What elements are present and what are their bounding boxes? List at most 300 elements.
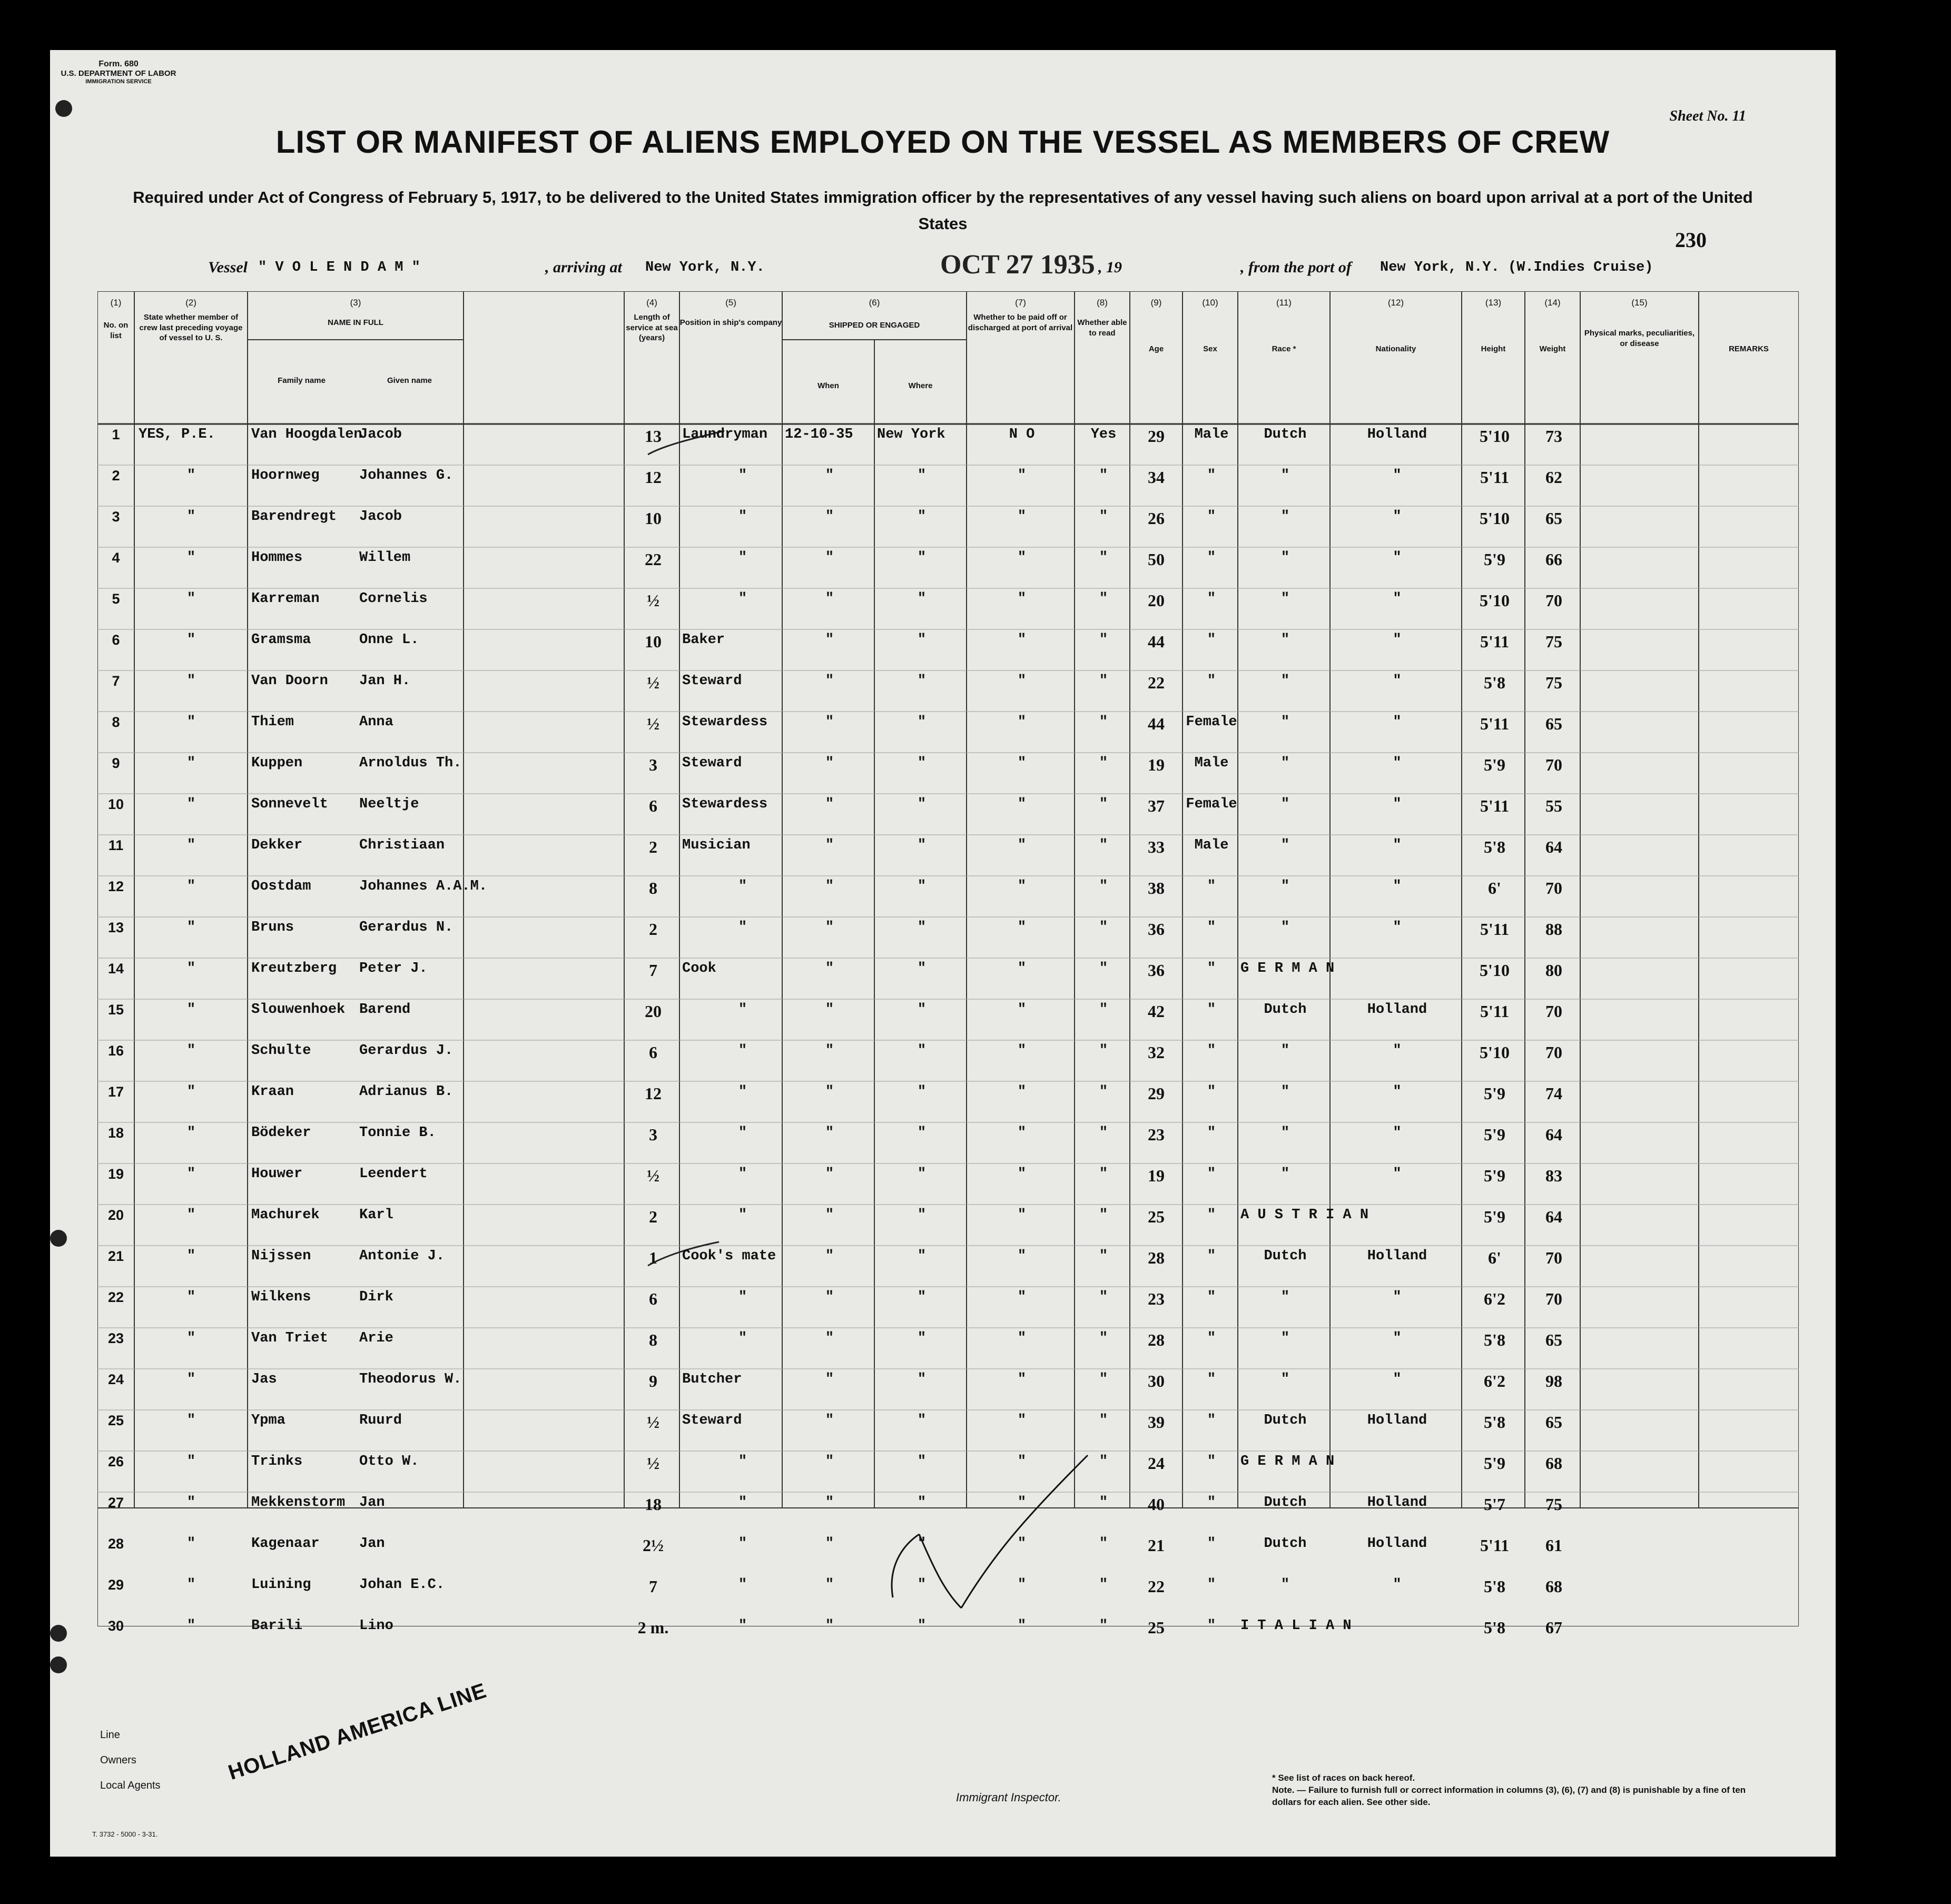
cell-race: Dutch bbox=[1264, 1536, 1307, 1552]
arriving-label: , arriving at bbox=[545, 259, 622, 276]
cell-nationality: " bbox=[1393, 1577, 1402, 1593]
cell-service-years: ½ bbox=[647, 1166, 659, 1185]
cell-member: " bbox=[186, 468, 196, 484]
row-number: 16 bbox=[107, 1043, 124, 1059]
row-number: 15 bbox=[107, 1002, 124, 1018]
cell-age: 21 bbox=[1148, 1536, 1165, 1555]
cell-weight: 75 bbox=[1545, 632, 1562, 651]
cell-when: " bbox=[825, 879, 834, 894]
cell-service-years: 10 bbox=[645, 509, 662, 528]
table-row bbox=[97, 1002, 1799, 1043]
cell-height: 5'10 bbox=[1480, 427, 1510, 446]
cell-family-name: Kraan bbox=[251, 1084, 294, 1100]
cell-family-name: Sonnevelt bbox=[251, 796, 328, 812]
cell-height: 5'9 bbox=[1484, 1454, 1505, 1473]
cell-height: 5'9 bbox=[1484, 1166, 1505, 1185]
cell-service-years: 7 bbox=[649, 1577, 657, 1596]
from-port-label: , from the port of bbox=[1240, 259, 1352, 276]
header-nationality: Nationality bbox=[1375, 344, 1416, 353]
cell-service-years: 7 bbox=[649, 961, 657, 980]
cell-height: 5'9 bbox=[1484, 1207, 1505, 1226]
cell-paid-off: " bbox=[1017, 1043, 1027, 1059]
header-sex: Sex bbox=[1203, 344, 1217, 353]
cell-height: 5'9 bbox=[1484, 1125, 1505, 1144]
table-row bbox=[97, 1618, 1799, 1659]
cell-position: " bbox=[738, 550, 747, 566]
cell-able-to-read: " bbox=[1099, 1618, 1108, 1634]
table-row bbox=[97, 1166, 1799, 1207]
table-row bbox=[97, 796, 1799, 837]
cell-race: Dutch bbox=[1264, 1002, 1307, 1018]
cell-given-name: Jacob bbox=[359, 427, 402, 442]
cell-able-to-read: " bbox=[1099, 961, 1108, 976]
year-label: , 19 bbox=[1098, 259, 1122, 276]
cell-member: " bbox=[186, 879, 196, 894]
cell-service-years: 3 bbox=[649, 755, 657, 774]
cell-age: 40 bbox=[1148, 1495, 1165, 1514]
cell-where: " bbox=[917, 1577, 927, 1593]
cell-height: 6' bbox=[1488, 879, 1501, 897]
cell-family-name: Kagenaar bbox=[251, 1536, 320, 1552]
cell-where: " bbox=[917, 1289, 927, 1305]
cell-age: 22 bbox=[1148, 673, 1165, 692]
row-number: 5 bbox=[112, 591, 120, 607]
cell-where: " bbox=[917, 1248, 927, 1264]
table-row bbox=[97, 550, 1799, 591]
cell-race: " bbox=[1280, 1577, 1290, 1593]
cell-paid-off: " bbox=[1017, 1166, 1027, 1182]
cell-family-name: Bruns bbox=[251, 920, 294, 935]
cell-service-years: ½ bbox=[647, 714, 659, 733]
cell-paid-off: " bbox=[1017, 550, 1027, 566]
footnote-races: * See list of races on back hereof. bbox=[1272, 1773, 1415, 1783]
cell-member: " bbox=[186, 796, 196, 812]
cell-position: " bbox=[738, 591, 747, 607]
cell-nationality: Holland bbox=[1367, 1413, 1427, 1428]
cell-height: 5'8 bbox=[1484, 837, 1505, 856]
cell-nationality: " bbox=[1393, 632, 1402, 648]
cell-race: " bbox=[1280, 755, 1290, 771]
row-number: 4 bbox=[112, 550, 120, 566]
cell-member: " bbox=[186, 1002, 196, 1018]
cell-paid-off: " bbox=[1017, 1002, 1027, 1018]
cell-when: " bbox=[825, 1166, 834, 1182]
cell-given-name: Otto W. bbox=[359, 1454, 419, 1469]
table-row bbox=[97, 632, 1799, 673]
cell-family-name: Barendregt bbox=[251, 509, 337, 525]
cell-position: Laundryman bbox=[682, 427, 768, 442]
cell-race: Dutch bbox=[1264, 1495, 1307, 1511]
cell-paid-off: " bbox=[1017, 1330, 1027, 1346]
cell-position: " bbox=[738, 920, 747, 935]
cell-weight: 62 bbox=[1545, 468, 1562, 487]
cell-paid-off: " bbox=[1017, 755, 1027, 771]
cell-race: G E R M A N bbox=[1240, 961, 1335, 976]
cell-given-name: Johannes G. bbox=[359, 468, 454, 484]
cell-given-name: Peter J. bbox=[359, 961, 428, 976]
cell-race: " bbox=[1280, 1289, 1290, 1305]
cell-able-to-read: " bbox=[1099, 591, 1108, 607]
cell-able-to-read: " bbox=[1099, 1084, 1108, 1100]
cell-position: " bbox=[738, 1166, 747, 1182]
cell-age: 28 bbox=[1148, 1248, 1165, 1267]
row-number: 25 bbox=[107, 1413, 124, 1428]
cell-age: 22 bbox=[1148, 1577, 1165, 1596]
form-identifier bbox=[61, 60, 176, 85]
cell-nationality: " bbox=[1393, 591, 1402, 607]
cell-when: " bbox=[825, 1043, 834, 1059]
table-row bbox=[97, 1495, 1799, 1536]
cell-service-years: 8 bbox=[649, 1330, 657, 1349]
cell-race: Dutch bbox=[1264, 427, 1307, 442]
cell-height: 5'10 bbox=[1480, 509, 1510, 528]
cell-family-name: Trinks bbox=[251, 1454, 303, 1469]
cell-weight: 67 bbox=[1545, 1618, 1562, 1637]
cell-height: 5'11 bbox=[1480, 920, 1510, 939]
table-row bbox=[97, 1330, 1799, 1372]
cell-race: " bbox=[1280, 591, 1290, 607]
cell-sex: " bbox=[1207, 673, 1216, 689]
cell-paid-off: " bbox=[1017, 1289, 1027, 1305]
cell-given-name: Cornelis bbox=[359, 591, 428, 607]
cell-age: 29 bbox=[1148, 1084, 1165, 1103]
cell-height: 6' bbox=[1488, 1248, 1501, 1267]
cell-weight: 64 bbox=[1545, 1125, 1562, 1144]
department: U.S. DEPARTMENT OF LABOR bbox=[61, 69, 176, 78]
cell-nationality: " bbox=[1393, 1084, 1402, 1100]
cell-paid-off: " bbox=[1017, 1577, 1027, 1593]
cell-able-to-read: " bbox=[1099, 1125, 1108, 1141]
print-code: T. 3732 - 5000 - 3-31. bbox=[92, 1830, 158, 1838]
cell-given-name: Karl bbox=[359, 1207, 393, 1223]
cell-family-name: Luining bbox=[251, 1577, 311, 1593]
cell-height: 5'9 bbox=[1484, 550, 1505, 569]
cell-sex: Female bbox=[1186, 714, 1237, 730]
cell-paid-off: " bbox=[1017, 961, 1027, 976]
cell-position: " bbox=[738, 1330, 747, 1346]
cell-height: 6'2 bbox=[1484, 1289, 1505, 1308]
cell-height: 5'8 bbox=[1484, 673, 1505, 692]
cell-paid-off: " bbox=[1017, 1536, 1027, 1552]
cell-member: " bbox=[186, 1413, 196, 1428]
table-row bbox=[97, 1289, 1799, 1330]
footnote-penalty: Note. — Failure to furnish full or correct information in columns (3), (6), (7) and (8) is punishable by a fine of ten dollars for each alien. See other side. bbox=[1272, 1784, 1746, 1807]
cell-paid-off: " bbox=[1017, 1248, 1027, 1264]
cell-given-name: Willem bbox=[359, 550, 411, 566]
table-row bbox=[97, 755, 1799, 796]
cell-age: 33 bbox=[1148, 837, 1165, 856]
cell-nationality: " bbox=[1393, 755, 1402, 771]
cell-weight: 80 bbox=[1545, 961, 1562, 980]
row-number: 11 bbox=[108, 837, 124, 853]
cell-age: 44 bbox=[1148, 632, 1165, 651]
cell-where: " bbox=[917, 755, 927, 771]
header-remarks: REMARKS bbox=[1729, 344, 1769, 353]
cell-nationality: " bbox=[1393, 673, 1402, 689]
service: IMMIGRATION SERVICE bbox=[85, 78, 152, 85]
cell-where: " bbox=[917, 1495, 927, 1511]
cell-when: " bbox=[825, 796, 834, 812]
cell-nationality: " bbox=[1393, 1125, 1402, 1141]
header-where: Where bbox=[908, 381, 933, 390]
cell-given-name: Arie bbox=[359, 1330, 393, 1346]
footnote bbox=[1272, 1772, 1746, 1809]
cell-when: 12-10-35 bbox=[785, 427, 853, 442]
header-paid-off: Whether to be paid off or discharged at port of arrival bbox=[968, 313, 1073, 332]
cell-race: A U S T R I A N bbox=[1240, 1207, 1369, 1223]
cell-member: " bbox=[186, 1454, 196, 1469]
row-number: 9 bbox=[112, 755, 120, 771]
cell-weight: 75 bbox=[1545, 1495, 1562, 1514]
cell-age: 42 bbox=[1148, 1002, 1165, 1021]
cell-race: " bbox=[1280, 837, 1290, 853]
cell-position: " bbox=[738, 1577, 747, 1593]
cell-race: " bbox=[1280, 1125, 1290, 1141]
cell-able-to-read: " bbox=[1099, 1248, 1108, 1264]
cell-member: " bbox=[186, 1084, 196, 1100]
cell-service-years: ½ bbox=[647, 1413, 659, 1432]
cell-family-name: Slouwenhoek bbox=[251, 1002, 346, 1018]
cell-age: 37 bbox=[1148, 796, 1165, 815]
cell-where: " bbox=[917, 1084, 927, 1100]
cell-weight: 83 bbox=[1545, 1166, 1562, 1185]
cell-member: " bbox=[186, 1577, 196, 1593]
cell-position: Stewardess bbox=[682, 796, 768, 812]
cell-position: Stewardess bbox=[682, 714, 768, 730]
cell-weight: 98 bbox=[1545, 1372, 1562, 1390]
cell-member: " bbox=[186, 1330, 196, 1346]
from-port: New York, N.Y. (W.Indies Cruise) bbox=[1380, 260, 1653, 275]
cell-where: " bbox=[917, 1002, 927, 1018]
cell-sex: " bbox=[1207, 1289, 1216, 1305]
cell-height: 5'11 bbox=[1480, 1536, 1510, 1555]
cell-given-name: Lino bbox=[359, 1618, 393, 1634]
page-title: LIST OR MANIFEST OF ALIENS EMPLOYED ON THE VESSEL AS MEMBERS OF CREW bbox=[275, 124, 1610, 160]
cell-race: " bbox=[1280, 920, 1290, 935]
cell-member: " bbox=[186, 1166, 196, 1182]
cell-when: " bbox=[825, 837, 834, 853]
sheet-number: Sheet No. 11 bbox=[1669, 108, 1746, 124]
cell-nationality: " bbox=[1393, 796, 1402, 812]
punch-hole bbox=[50, 1625, 67, 1642]
header-length-of-service: Length of service at sea (years) bbox=[626, 313, 678, 342]
cell-weight: 66 bbox=[1545, 550, 1562, 569]
cell-height: 5'11 bbox=[1480, 714, 1510, 733]
cell-paid-off: " bbox=[1017, 468, 1027, 484]
cell-nationality: " bbox=[1393, 837, 1402, 853]
cell-where: " bbox=[917, 1536, 927, 1552]
header-family-name: Family name bbox=[278, 376, 326, 385]
cell-height: 5'9 bbox=[1484, 755, 1505, 774]
row-number: 26 bbox=[107, 1454, 124, 1469]
cell-weight: 68 bbox=[1545, 1454, 1562, 1473]
line-label: Line bbox=[100, 1729, 120, 1741]
cell-age: 50 bbox=[1148, 550, 1165, 569]
table-row bbox=[97, 1043, 1799, 1084]
cell-paid-off: " bbox=[1017, 1372, 1027, 1387]
cell-when: " bbox=[825, 1207, 834, 1223]
cell-sex: " bbox=[1207, 1084, 1216, 1100]
cell-height: 5'8 bbox=[1484, 1413, 1505, 1432]
cell-position: Baker bbox=[682, 632, 725, 648]
vessel-name: " V O L E N D A M " bbox=[258, 260, 420, 275]
cell-family-name: Kreutzberg bbox=[251, 961, 337, 976]
cell-position: Steward bbox=[682, 673, 742, 689]
cell-paid-off: " bbox=[1017, 837, 1027, 853]
cell-nationality: Holland bbox=[1367, 1495, 1427, 1511]
cell-position: " bbox=[738, 1289, 747, 1305]
cell-age: 24 bbox=[1148, 1454, 1165, 1473]
cell-age: 36 bbox=[1148, 961, 1165, 980]
stamped-number: 230 bbox=[1675, 228, 1707, 252]
cell-sex: " bbox=[1207, 1577, 1216, 1593]
sheet-number-value: 11 bbox=[1732, 108, 1746, 124]
row-number: 3 bbox=[112, 509, 120, 525]
immigrant-inspector-label: Immigrant Inspector. bbox=[956, 1791, 1061, 1804]
cell-able-to-read: " bbox=[1099, 1289, 1108, 1305]
cell-when: " bbox=[825, 1536, 834, 1552]
cell-given-name: Neeltje bbox=[359, 796, 419, 812]
cell-weight: 70 bbox=[1545, 591, 1562, 610]
cell-service-years: 8 bbox=[649, 879, 657, 897]
row-number: 7 bbox=[112, 673, 120, 689]
header-physical-marks: Physical marks, peculiarities, or disease bbox=[1584, 329, 1695, 348]
row-number: 18 bbox=[107, 1125, 124, 1141]
cell-family-name: Machurek bbox=[251, 1207, 320, 1223]
cell-given-name: Antonie J. bbox=[359, 1248, 445, 1264]
cell-age: 25 bbox=[1148, 1618, 1165, 1637]
cell-when: " bbox=[825, 1372, 834, 1387]
cell-position: Cook's mate bbox=[682, 1248, 776, 1264]
cell-member: " bbox=[186, 920, 196, 935]
cell-able-to-read: " bbox=[1099, 796, 1108, 812]
cell-family-name: Bödeker bbox=[251, 1125, 311, 1141]
cell-age: 19 bbox=[1148, 1166, 1165, 1185]
cell-able-to-read: Yes bbox=[1090, 427, 1117, 442]
cell-sex: Male bbox=[1194, 427, 1229, 442]
cell-when: " bbox=[825, 550, 834, 566]
manifest-sheet bbox=[50, 50, 1836, 1857]
cell-member: " bbox=[186, 1125, 196, 1141]
cell-weight: 68 bbox=[1545, 1577, 1562, 1596]
cell-able-to-read: " bbox=[1099, 1207, 1108, 1223]
cell-member: " bbox=[186, 1289, 196, 1305]
cell-when: " bbox=[825, 1289, 834, 1305]
cell-nationality: " bbox=[1393, 1289, 1402, 1305]
cell-race: " bbox=[1280, 879, 1290, 894]
cell-able-to-read: " bbox=[1099, 509, 1108, 525]
cell-nationality: " bbox=[1393, 1372, 1402, 1387]
table-row bbox=[97, 1372, 1799, 1413]
cell-paid-off: " bbox=[1017, 673, 1027, 689]
cell-weight: 74 bbox=[1545, 1084, 1562, 1103]
header-shipped-or-engaged: SHIPPED OR ENGAGED bbox=[829, 321, 920, 330]
cell-race: " bbox=[1280, 632, 1290, 648]
cell-weight: 65 bbox=[1545, 714, 1562, 733]
cell-where: " bbox=[917, 1207, 927, 1223]
cell-sex: " bbox=[1207, 550, 1216, 566]
cell-family-name: Van Hoogdalen bbox=[251, 427, 362, 442]
cell-family-name: Van Doorn bbox=[251, 673, 328, 689]
cell-sex: " bbox=[1207, 879, 1216, 894]
cell-where: " bbox=[917, 920, 927, 935]
row-number: 22 bbox=[107, 1289, 124, 1305]
cell-able-to-read: " bbox=[1099, 714, 1108, 730]
cell-service-years: 12 bbox=[645, 1084, 662, 1103]
cell-weight: 64 bbox=[1545, 1207, 1562, 1226]
cell-when: " bbox=[825, 1495, 834, 1511]
table-row bbox=[97, 1454, 1799, 1495]
cell-sex: " bbox=[1207, 1372, 1216, 1387]
header-state-member: State whether member of crew last preceding voyage of vessel to U. S. bbox=[139, 313, 243, 342]
cell-nationality: Holland bbox=[1367, 1248, 1427, 1264]
form-number: Form. 680 bbox=[98, 60, 139, 68]
cell-nationality: Holland bbox=[1367, 427, 1427, 442]
cell-family-name: Kuppen bbox=[251, 755, 303, 771]
cell-sex: " bbox=[1207, 1618, 1216, 1634]
cell-weight: 64 bbox=[1545, 837, 1562, 856]
cell-paid-off: " bbox=[1017, 1084, 1027, 1100]
cell-paid-off: " bbox=[1017, 1125, 1027, 1141]
cell-able-to-read: " bbox=[1099, 468, 1108, 484]
cell-service-years: 20 bbox=[645, 1002, 662, 1021]
cell-height: 5'9 bbox=[1484, 1084, 1505, 1103]
cell-sex: Male bbox=[1194, 837, 1229, 853]
cell-race: " bbox=[1280, 509, 1290, 525]
cell-able-to-read: " bbox=[1099, 1495, 1108, 1511]
cell-family-name: Dekker bbox=[251, 837, 303, 853]
table-row bbox=[97, 1536, 1799, 1577]
table-row bbox=[97, 591, 1799, 632]
cell-race: " bbox=[1280, 1372, 1290, 1387]
table-row bbox=[97, 468, 1799, 509]
cell-position: " bbox=[738, 1207, 747, 1223]
cell-when: " bbox=[825, 1618, 834, 1634]
cell-service-years: 10 bbox=[645, 632, 662, 651]
cell-able-to-read: " bbox=[1099, 1043, 1108, 1059]
cell-position: Steward bbox=[682, 1413, 742, 1428]
cell-sex: " bbox=[1207, 632, 1216, 648]
cell-height: 5'10 bbox=[1480, 1043, 1510, 1062]
cell-able-to-read: " bbox=[1099, 673, 1108, 689]
cell-weight: 75 bbox=[1545, 673, 1562, 692]
cell-where: " bbox=[917, 1454, 927, 1469]
cell-position: " bbox=[738, 1454, 747, 1469]
cell-height: 5'11 bbox=[1480, 1002, 1510, 1021]
cell-age: 32 bbox=[1148, 1043, 1165, 1062]
row-number: 14 bbox=[107, 961, 124, 976]
cell-when: " bbox=[825, 632, 834, 648]
cell-height: 5'11 bbox=[1480, 468, 1510, 487]
vessel-line bbox=[208, 250, 1788, 285]
cell-given-name: Christiaan bbox=[359, 837, 445, 853]
cell-weight: 88 bbox=[1545, 920, 1562, 939]
cell-where: " bbox=[917, 1618, 927, 1634]
cell-height: 5'10 bbox=[1480, 961, 1510, 980]
punch-hole bbox=[50, 1656, 67, 1673]
cell-service-years: 2 bbox=[649, 920, 657, 939]
header-given-name: Given name bbox=[387, 376, 432, 385]
cell-sex: " bbox=[1207, 591, 1216, 607]
cell-member: " bbox=[186, 673, 196, 689]
cell-when: " bbox=[825, 920, 834, 935]
table-row bbox=[97, 714, 1799, 755]
cell-member: " bbox=[186, 1248, 196, 1264]
cell-nationality: " bbox=[1393, 920, 1402, 935]
cell-given-name: Onne L. bbox=[359, 632, 419, 648]
cell-given-name: Jan bbox=[359, 1495, 385, 1511]
cell-given-name: Gerardus J. bbox=[359, 1043, 454, 1059]
